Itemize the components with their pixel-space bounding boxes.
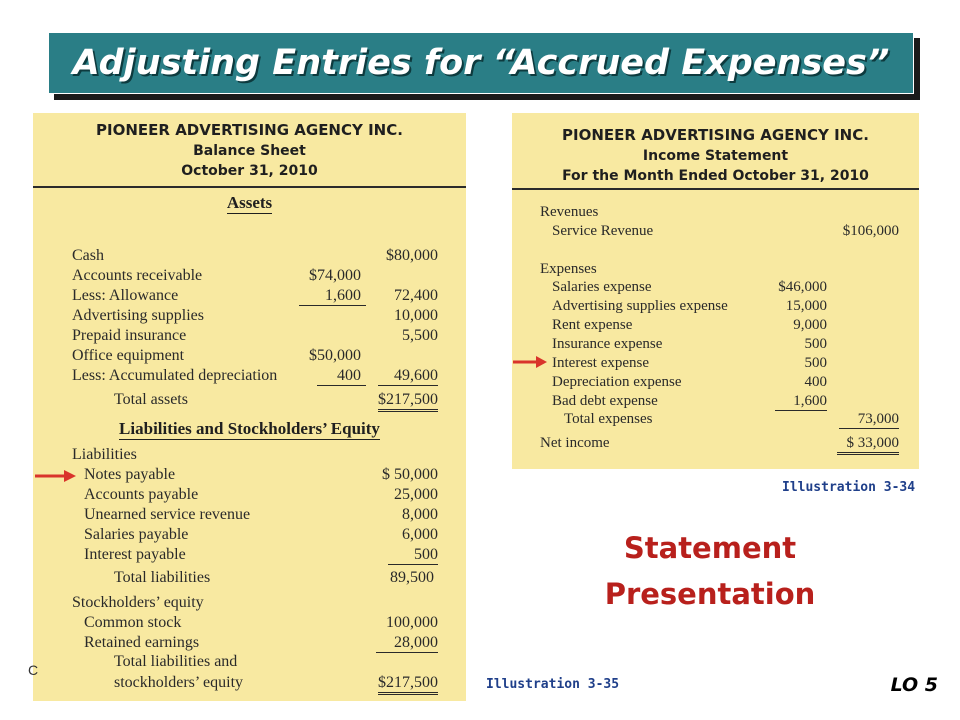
liability-row-label: Accounts payable — [84, 486, 199, 503]
asset-row-label: Accounts receivable — [72, 267, 203, 284]
service-revenue-amount: $106,000 — [842, 223, 899, 239]
liability-row-label: Unearned service revenue — [84, 506, 251, 523]
illustration-3-35-caption: Illustration 3-35 — [486, 677, 620, 692]
total-le-label-line1: Total liabilities and — [114, 653, 238, 670]
expense-row-label: Advertising supplies expense — [552, 298, 728, 314]
expense-row-label: Bad debt expense — [552, 393, 658, 409]
equity-row-label: Common stock — [84, 614, 182, 631]
asset-row-label: Cash — [72, 247, 104, 264]
equity-row-amount: 28,000 — [376, 634, 438, 653]
bs-header-rule — [33, 186, 466, 188]
asset-row-amount: 49,600 — [378, 367, 438, 386]
expense-row-amount: 1,600 — [775, 393, 827, 411]
asset-row-amount: 10,000 — [394, 307, 438, 324]
title-banner — [48, 32, 914, 94]
statement-presentation-line1: Statement — [623, 531, 797, 565]
net-income-amount: $ 33,000 — [837, 435, 899, 455]
liability-row-label: Salaries payable — [84, 526, 189, 543]
bs-date: October 31, 2010 — [181, 163, 318, 179]
asset-row-inner-amount: $50,000 — [309, 347, 361, 364]
asset-row-inner-amount: $74,000 — [309, 267, 361, 284]
arrow-right-icon — [34, 468, 78, 484]
liabilities-label: Liabilities — [72, 446, 137, 463]
total-le-label-line2: stockholders’ equity — [114, 674, 244, 691]
asset-row-inner-amount: 1,600 — [299, 287, 366, 306]
asset-row-label: Prepaid insurance — [72, 327, 187, 344]
bs-statement-name: Balance Sheet — [193, 143, 306, 159]
expenses-label: Expenses — [540, 261, 597, 277]
asset-row-amount: 5,500 — [402, 327, 438, 344]
illustration-3-34-caption: Illustration 3-34 — [782, 480, 916, 495]
expense-row-amount: 400 — [804, 374, 827, 390]
liability-row-amount: 8,000 — [402, 506, 438, 523]
liability-row-amount: 6,000 — [402, 526, 438, 543]
expense-row-amount: 9,000 — [793, 317, 827, 333]
total-expenses-amount: 73,000 — [839, 411, 899, 429]
is-period: For the Month Ended October 31, 2010 — [562, 168, 869, 184]
equity-row-amount: 100,000 — [386, 614, 438, 631]
expense-row-amount: 15,000 — [785, 298, 827, 314]
net-income-label: Net income — [540, 435, 610, 451]
liability-row-amount: 500 — [388, 546, 438, 565]
liabilities-equity-heading: Liabilities and Stockholders’ Equity — [119, 419, 380, 438]
expense-row-label: Rent expense — [552, 317, 633, 333]
asset-row-amount: 72,400 — [394, 287, 438, 304]
total-liabilities-amount: 89,500 — [390, 569, 434, 586]
equity-label: Stockholders’ equity — [72, 594, 204, 611]
learning-objective-label: LO 5 — [890, 674, 938, 696]
is-company: PIONEER ADVERTISING AGENCY INC. — [562, 126, 869, 144]
total-expenses-label: Total expenses — [564, 411, 653, 427]
balance-sheet-panel — [33, 113, 466, 701]
stray-mark: C — [28, 662, 39, 678]
revenues-label: Revenues — [540, 204, 599, 220]
liability-row-amount: 25,000 — [394, 486, 438, 503]
expense-row-label: Interest expense — [552, 355, 650, 371]
liability-row-amount: $ 50,000 — [382, 466, 438, 483]
asset-row-label: Advertising supplies — [72, 307, 204, 324]
arrow-right-icon — [512, 354, 548, 370]
expense-row-label: Insurance expense — [552, 336, 663, 352]
expense-row-amount: $46,000 — [778, 279, 827, 295]
is-header-rule — [512, 188, 919, 190]
is-statement-name: Income Statement — [642, 148, 789, 164]
asset-row-label: Less: Allowance — [72, 287, 179, 304]
expense-row-label: Depreciation expense — [552, 374, 682, 390]
assets-heading: Assets — [226, 193, 273, 212]
expense-row-amount: 500 — [804, 336, 827, 352]
equity-row-label: Retained earnings — [84, 634, 200, 651]
asset-row-label: Office equipment — [72, 347, 185, 364]
asset-row-inner-amount: 400 — [317, 367, 366, 386]
liability-row-label: Notes payable — [84, 466, 176, 483]
expense-row-label: Salaries expense — [552, 279, 652, 295]
liability-row-label: Interest payable — [84, 546, 186, 563]
asset-row-label: Less: Accumulated depreciation — [72, 367, 278, 384]
asset-row-amount: $80,000 — [386, 247, 438, 264]
total-le-amount: $217,500 — [378, 674, 438, 695]
total-assets-amount: $217,500 — [378, 391, 438, 412]
expense-row-amount: 500 — [804, 355, 827, 371]
total-assets-label: Total assets — [114, 391, 188, 408]
slide-title: Adjusting Entries for “Accrued Expenses” — [72, 43, 890, 83]
bs-company: PIONEER ADVERTISING AGENCY INC. — [96, 121, 403, 139]
income-statement-panel — [512, 113, 919, 469]
total-liabilities-label: Total liabilities — [114, 569, 211, 586]
service-revenue-label: Service Revenue — [552, 223, 654, 239]
statement-presentation-line2: Presentation — [604, 577, 816, 611]
